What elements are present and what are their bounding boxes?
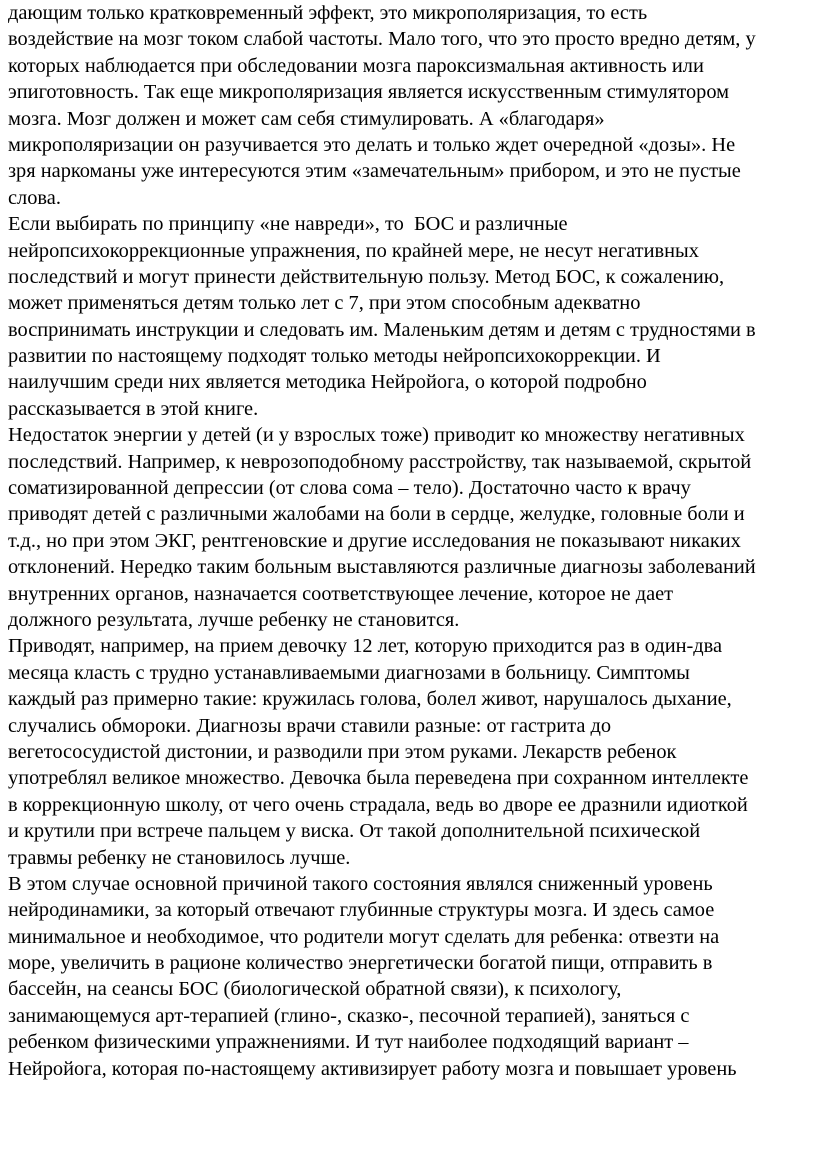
text-line: Если выбирать по принципу «не навреди», то БОС и различные <box>8 213 568 236</box>
text-line: нейропсихокоррекционные упражнения, по крайней мере, не несут негативных <box>8 239 699 262</box>
text-line: воспринимать инструкции и следовать им. Маленьким детям и детям с трудностями в <box>8 318 756 341</box>
text-line: в коррекционную школу, от чего очень страдала, ведь во дворе ее дразнили идиоткой <box>8 793 748 816</box>
text-line: и крутили при встрече пальцем у виска. От такой дополнительной психической <box>8 820 701 843</box>
document-page <box>8 0 808 1161</box>
text-line: эпиготовность. Так еще микрополяризация является искусственным стимулятором <box>8 81 730 104</box>
text-line: травмы ребенку не становилось лучше. <box>8 846 351 869</box>
text-line: внутренних органов, назначается соответствующее лечение, которое не дает <box>8 582 674 605</box>
text-line: развитии по настоящему подходят только методы нейропсихокоррекции. И <box>8 345 661 368</box>
text-line: Недостаток энергии у детей (и у взрослых тоже) приводит ко множеству негативных <box>8 424 745 447</box>
text-line: В этом случае основной причиной такого состояния являлся сниженный уровень <box>8 872 713 895</box>
text-line <box>8 1082 808 1108</box>
text-line: которых наблюдается при обследовании мозга пароксизмальная активность или <box>8 54 704 77</box>
text-line: воздействие на мозг током слабой частоты. Мало того, что это просто вредно детям, у <box>8 28 756 51</box>
text-line: минимальное и необходимое, что родители могут сделать для ребенка: отвезти на <box>8 925 720 948</box>
text-line: последствий и могут принести действительную пользу. Метод БОС, к сожалению, <box>8 265 725 288</box>
text-line <box>8 1108 808 1134</box>
text-line <box>8 1135 808 1161</box>
text-line: соматизированной депрессии (от слова сома – тело). Достаточно часто к врачу <box>8 477 691 500</box>
text-line: т.д., но при этом ЭКГ, рентгеновские и другие исследования не показывают никаких <box>8 529 741 552</box>
text-line: дающим только кратковременный эффект, это микрополяризация, то есть <box>8 2 648 24</box>
text-line: зря наркоманы уже интересуются этим «замечательным» прибором, и это не пустые <box>8 160 741 183</box>
text-line: месяца класть с трудно устанавливаемыми диагнозами в больницу. Симптомы <box>8 661 690 684</box>
text-line: наилучшим среди них является методика Нейройога, о которой подробно <box>8 371 647 394</box>
text-line: отклонений. Нередко таким больным выставляются различные диагнозы заболеваний <box>8 556 756 579</box>
text-line: случались обмороки. Диагнозы врачи ставили разные: от гастрита до <box>8 714 612 737</box>
text-line: ребенком физическими упражнениями. И тут наиболее подходящий вариант – <box>8 1031 689 1054</box>
text-line: употреблял великое множество. Девочка была переведена при сохранном интеллекте <box>8 767 749 790</box>
text-line: может применяться детям только лет с 7, при этом способным адекватно <box>8 292 641 315</box>
text-line: Нейройога, которая по-настоящему активизирует работу мозга и повышает уровень <box>8 1057 737 1080</box>
text-line: рассказывается в этой книге. <box>8 397 259 420</box>
text-line: море, увеличить в рационе количество энергетически богатой пищи, отправить в <box>8 952 713 975</box>
text-line: мозга. Мозг должен и может сам себя стимулировать. А «благодаря» <box>8 107 605 130</box>
text-line: слова. <box>8 186 61 209</box>
text-line: должного результата, лучше ребенку не становится. <box>8 608 460 631</box>
text-line: занимающемуся арт-терапией (глино-, сказко-, песочной терапией), заняться с <box>8 1004 690 1027</box>
text-line: каждый раз примерно такие: кружилась голова, болел живот, нарушалось дыхание, <box>8 688 732 711</box>
text-line: последствий. Например, к неврозоподобному расстройству, так называемой, скрытой <box>8 450 752 473</box>
text-line: приводят детей с различными жалобами на боли в сердце, желудке, головные боли и <box>8 503 745 526</box>
text-line: нейродинамики, за который отвечают глубинные структуры мозга. И здесь самое <box>8 899 715 922</box>
text-line: микрополяризации он разучивается это делать и только ждет очередной «дозы». Не <box>8 133 736 156</box>
text-line: Приводят, например, на прием девочку 12 лет, которую приходится раз в один-два <box>8 635 723 658</box>
text-line: вегетососудистой дистонии, и разводили при этом руками. Лекарств ребенок <box>8 740 677 763</box>
text-line: бассейн, на сеансы БОС (биологической обратной связи), к психологу, <box>8 978 622 1001</box>
